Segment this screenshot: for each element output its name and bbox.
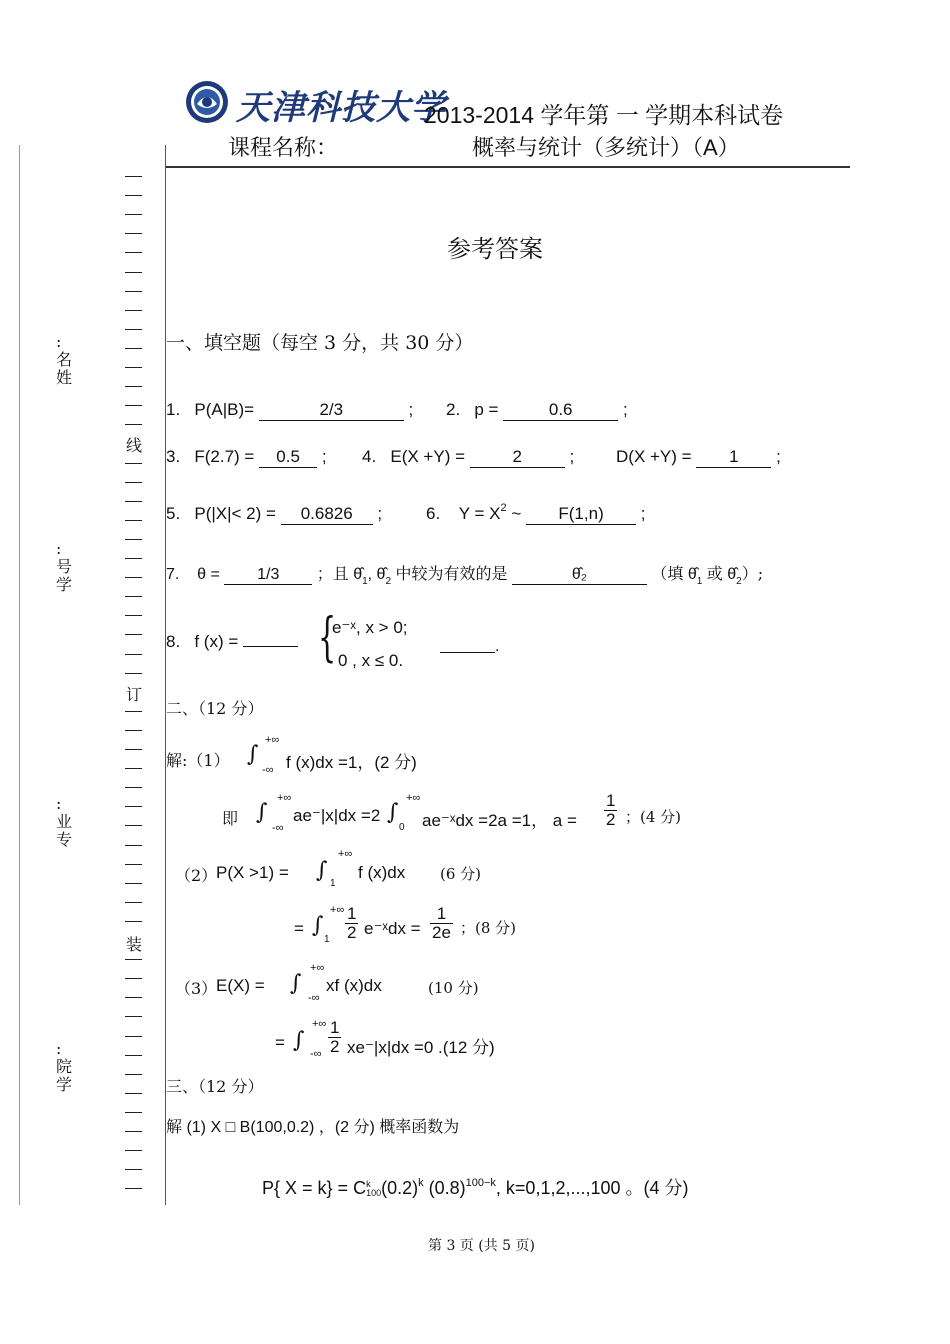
s2-p3-expr: E(X) = (216, 976, 265, 995)
q3-answer: 0.5 (259, 447, 317, 468)
binding-dash (125, 1112, 142, 1113)
binding-dash (125, 386, 142, 387)
university-name: 天津科技大学 (236, 88, 446, 128)
binding-dash (125, 1169, 142, 1170)
binding-dash (125, 1131, 142, 1132)
s2-p1-tail: f (x)dx =1，(2 分) (286, 753, 417, 772)
binding-dash (125, 902, 142, 903)
binding-dash (125, 1093, 142, 1094)
margin-right-line (165, 145, 166, 1205)
half-fraction: $\frac{1}{2}$ (347, 904, 357, 942)
binding-dash (125, 195, 142, 196)
binding-dash (125, 749, 142, 750)
binding-dash (125, 214, 142, 215)
course-name: 概率与统计（多统计）（A） (472, 135, 740, 160)
student-id-label: : 号 学 (56, 539, 73, 594)
binding-dash (125, 558, 142, 559)
bind-mark: 装 (126, 935, 143, 954)
binding-dash (125, 1150, 142, 1151)
s2-p2-tail: f (x)dx (358, 863, 406, 882)
binding-dash (125, 673, 142, 674)
q7-answer2: θ̂₂ (512, 566, 647, 585)
page-title: 参考答案 (447, 235, 543, 263)
s2-p3-label: （3） (175, 979, 218, 998)
s2-p1b-mid2: ae⁻ˣdx =2a =1， a = (422, 811, 577, 830)
name-label: : 名 姓 (56, 332, 73, 387)
binding-dash (125, 1016, 142, 1017)
q2-row: 2. p = 0.6 ; (446, 400, 628, 419)
q5-answer: 0.6826 (281, 504, 373, 525)
q2-answer: 0.6 (503, 400, 618, 421)
binding-dash (125, 845, 142, 846)
section2-heading: 二、（12 分） (166, 699, 264, 718)
binding-dash (125, 252, 142, 253)
binding-dash (125, 787, 142, 788)
q4-row: 4. E(X +Y) = 2 ; (362, 447, 575, 466)
s2-p1-label: 解:（1） (166, 751, 230, 770)
q7-answer: 1/3 (224, 566, 312, 585)
q8-row: 8. f (x) = (166, 632, 298, 652)
q8-case2: 0 , x ≤ 0. (338, 651, 404, 670)
binding-dash (125, 997, 142, 998)
binding-dash (125, 596, 142, 597)
binding-dash (125, 864, 142, 865)
s2-p1b-mid: ae⁻|x|dx =2 (293, 806, 381, 825)
binding-dash (125, 482, 142, 483)
a-fraction: $\frac{1}{2}$ (606, 791, 616, 829)
binding-dash (125, 424, 142, 425)
binding-dash (125, 577, 142, 578)
s2-p1b-label: 即 (222, 809, 239, 828)
binding-dash (125, 959, 142, 960)
s2-p2-expr: P(X >1) = (216, 863, 289, 882)
section3-heading: 三、（12 分） (166, 1077, 264, 1096)
binding-dash (125, 1074, 142, 1075)
major-label: : 业 专 (56, 794, 73, 849)
margin-left-line (19, 145, 20, 1205)
s2-p2b-tail: ；(8 分) (460, 919, 517, 937)
q1-answer: 2/3 (259, 400, 404, 421)
binding-dash (125, 711, 142, 712)
section1-heading: 一、填空题（每空 3 分，共 30 分） (166, 332, 474, 354)
university-logo (185, 80, 229, 124)
binding-dash (125, 806, 142, 807)
binding-dash (125, 1036, 142, 1037)
binding-dash (125, 654, 142, 655)
e-fraction: $\frac{1}{2e}$ (432, 904, 451, 942)
integral-sign: ∫ (247, 742, 259, 767)
q3-row: 3. F(2.7) = 0.5 ; (166, 447, 327, 466)
s2-p2-label: （2） (175, 866, 218, 885)
binding-dash (125, 310, 142, 311)
binding-dash (125, 634, 142, 635)
q8-blank-right (440, 652, 495, 653)
s2-p1b-tail: ；(4 分) (625, 808, 682, 826)
s2-p2-score: (6 分) (440, 865, 482, 883)
binding-dash (125, 615, 142, 616)
course-label: 课程名称： (228, 135, 339, 160)
q8-case1: e⁻ˣ, x > 0; (332, 618, 408, 637)
binding-dash (125, 463, 142, 464)
q5-row: 5. P(|X|< 2) = 0.6826 ; (166, 504, 383, 523)
binding-dash (125, 501, 142, 502)
q4-answer: 2 (470, 447, 565, 468)
binding-dash (125, 921, 142, 922)
binding-dash (125, 825, 142, 826)
binding-dash (125, 367, 142, 368)
s2-p3-score: (10 分) (428, 979, 479, 997)
q7-row: 7. θ = 1/3 ；且 $\thetâ_1$, $\thetâ_2$ 中较为有效的是 θ̂₂ （填 $\thetâ_1$ 或 $\thetâ_2$）; (166, 564, 764, 587)
binding-dash (125, 405, 142, 406)
line-mark: 线 (126, 436, 143, 455)
binding-dash (125, 176, 142, 177)
header-rule (165, 166, 850, 168)
binding-dash (125, 291, 142, 292)
binding-dash (125, 329, 142, 330)
binding-dash (125, 978, 142, 979)
binding-dash (125, 520, 142, 521)
s2-p2b-mid: e⁻ˣdx = (364, 919, 421, 938)
binding-dash (125, 233, 142, 234)
s3-p1: 解 (1) X □ B(100,0.2) ，(2 分) 概率函数为 (166, 1119, 460, 1136)
s2-p3b-mid: xe⁻|x|dx =0 .(12 分) (347, 1038, 495, 1057)
order-mark: 订 (126, 685, 143, 704)
term-title: 2013-2014 学年第 一 学期本科试卷 (424, 102, 784, 128)
q6-answer: F(1,n) (526, 504, 636, 525)
q8-brace: { (318, 608, 337, 668)
binding-dash (125, 730, 142, 731)
q6-row: 6. $Y = X^2$ ~ F(1,n) ; (426, 502, 646, 523)
binding-dash (125, 348, 142, 349)
page-footer: 第 3 页 (共 5 页) (428, 1238, 535, 1254)
q4b-row: D(X +Y) = 1 ; (616, 447, 781, 466)
college-label: : 院 学 (56, 1039, 73, 1094)
q1-row: 1. P(A|B)= 2/3 ; (166, 400, 414, 419)
binding-dash (125, 272, 142, 273)
s3-formula: P{ X = k} = C k 100 $(0.2)^k$ $(0.8)^{100-k}$, k=0,1,2,...,100 。(4 分) (262, 1177, 689, 1199)
binding-dash (125, 768, 142, 769)
binding-dash (125, 1055, 142, 1056)
binding-dash (125, 883, 142, 884)
binding-dash (125, 1188, 142, 1189)
binding-dash (125, 539, 142, 540)
s2-p3-tail: xf (x)dx (326, 976, 382, 995)
q4b-answer: 1 (696, 447, 771, 468)
